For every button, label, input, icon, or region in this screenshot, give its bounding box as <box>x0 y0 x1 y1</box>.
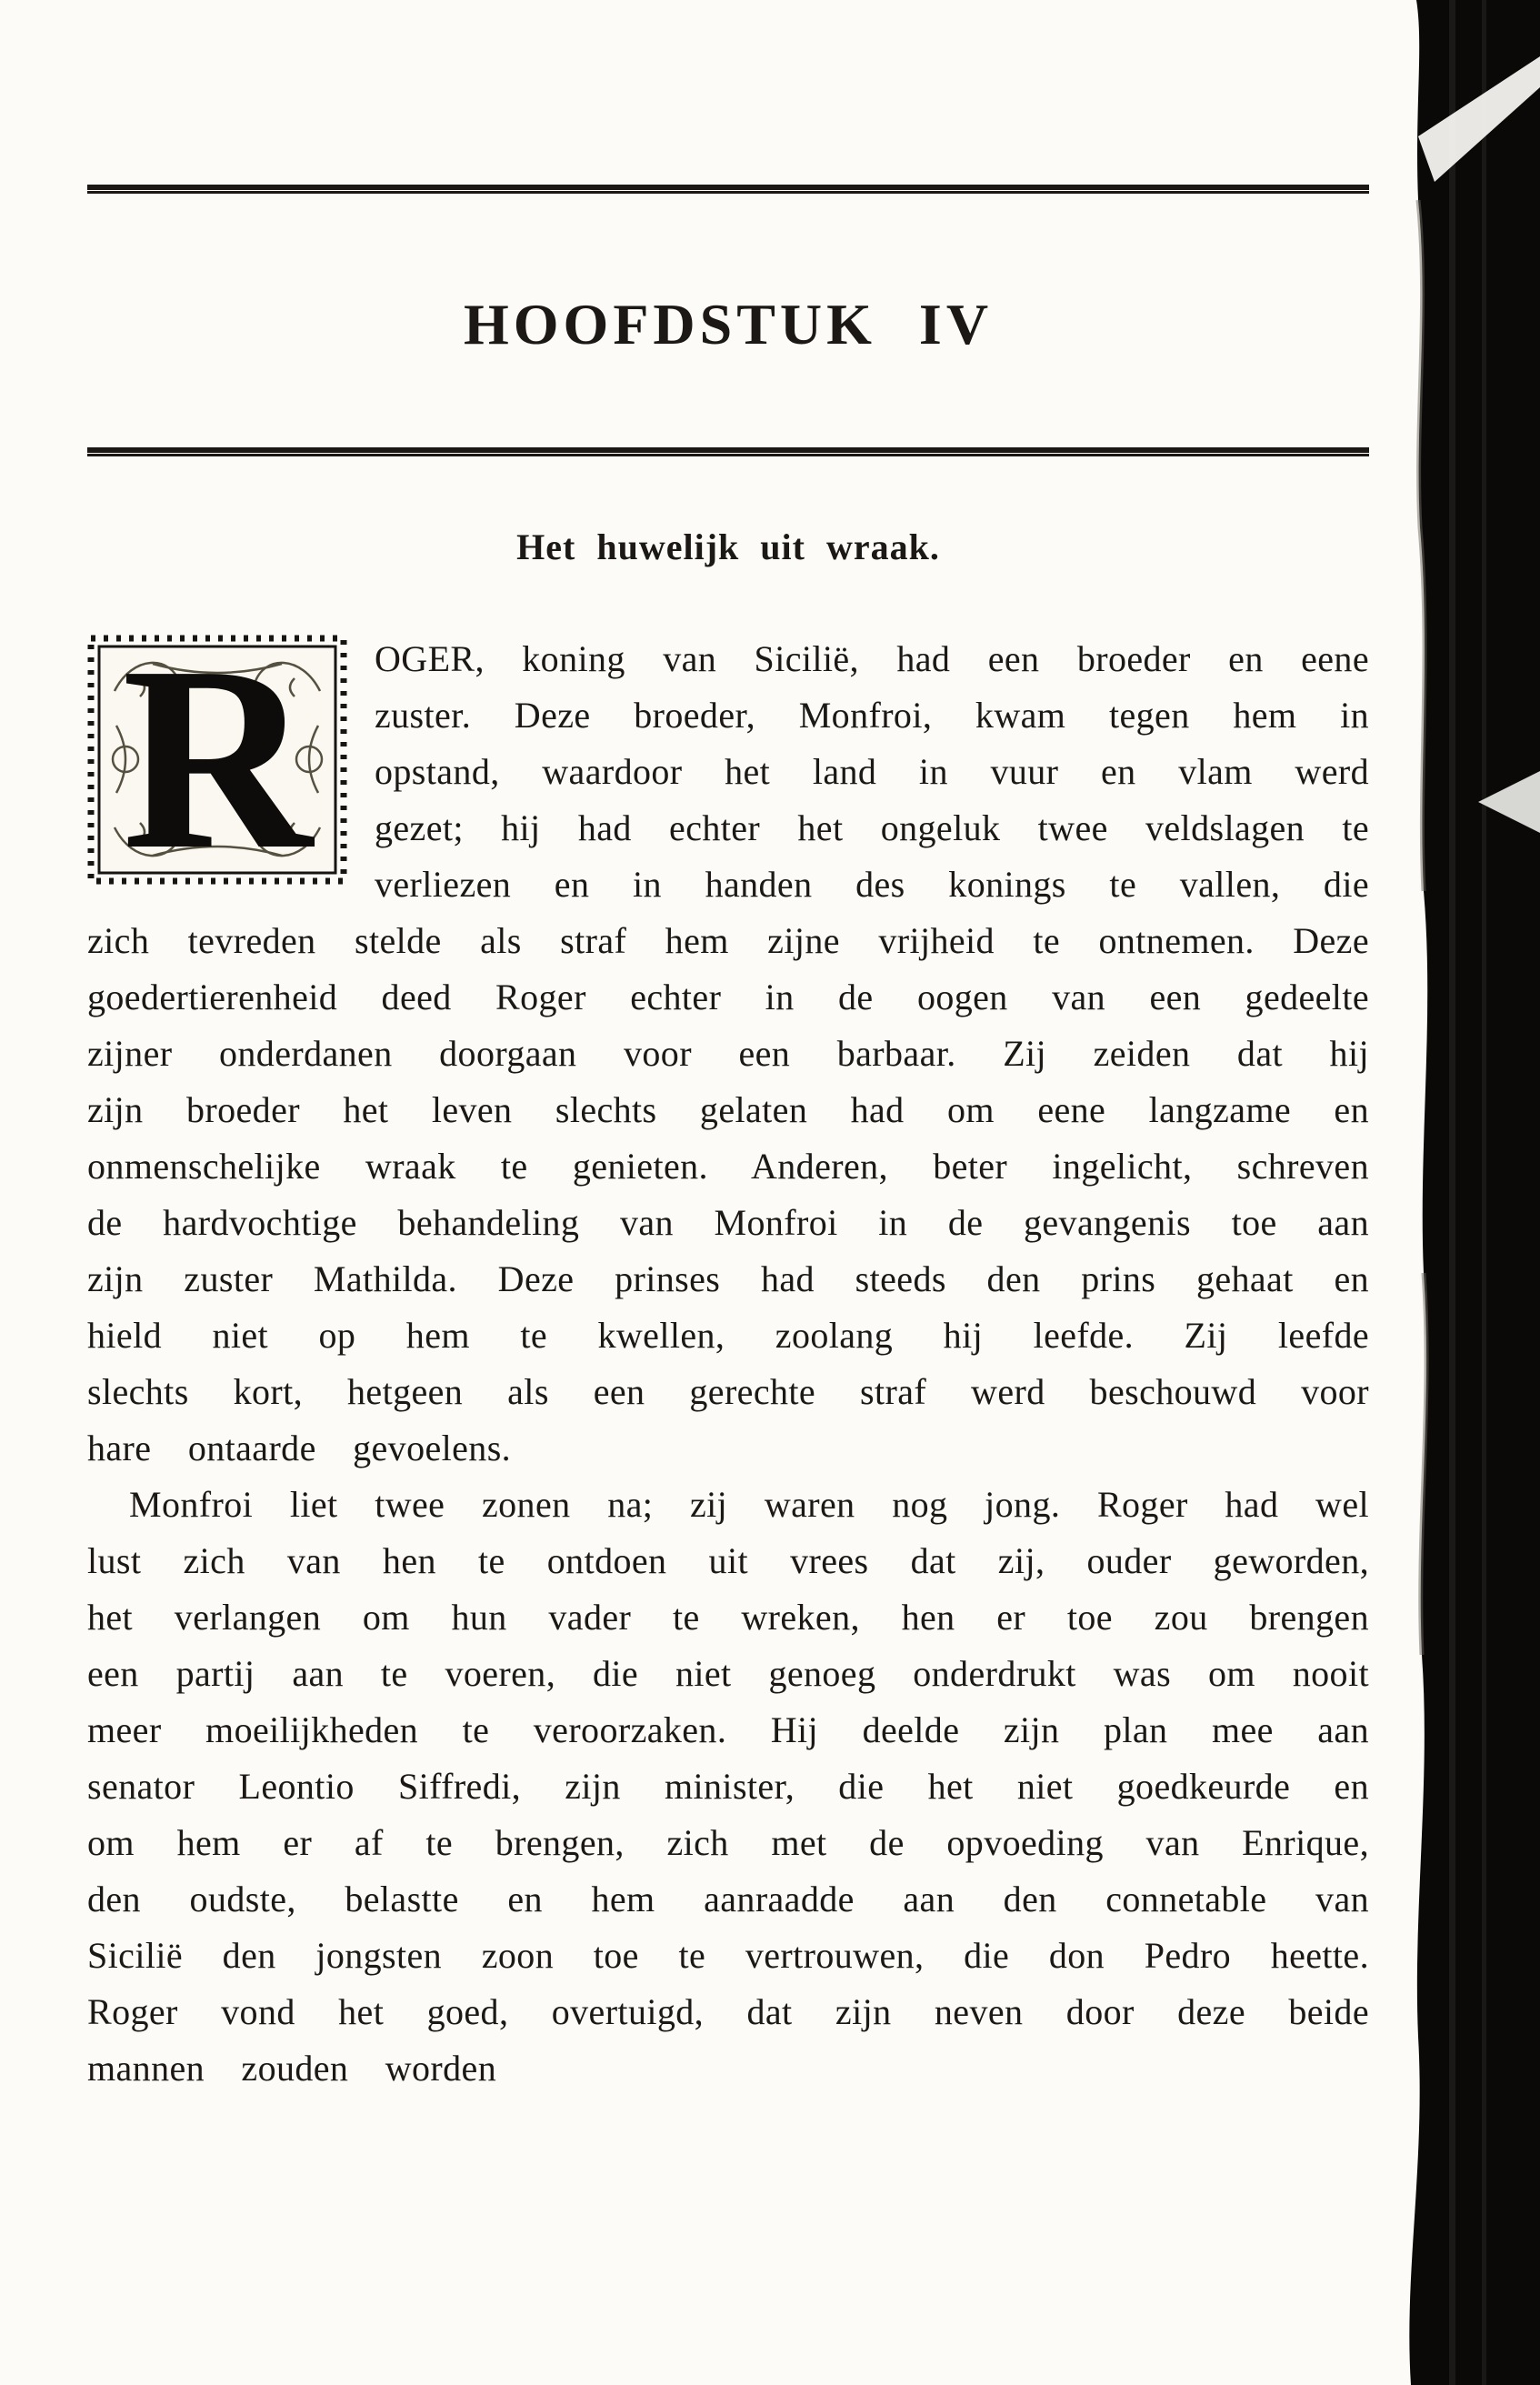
paragraph: Monfroi liet twee zonen na; zij waren nog jong. Roger had wel lust zich van hen te ontdoen uit vrees dat zij, ouder geworden, het verlangen om hun vader te wreken, hen er toe zou brengen een partij aan te voeren, die niet genoeg onderdrukt was om nooit meer moeilijkheden te veroorzaken. Hij deelde zijn plan mee aan senator Leontio Siffredi, zijn minister, die het niet goedkeurde en om hem er af te brengen, zich met de opvoeding van Enrique, den oudste, belastte en hem aanraadde aan den connetable van Sicilië den jongsten zoon toe te vertrouwen, die don Pedro heette. Roger vond het goed, overtuigd, dat zijn neven door deze beide mannen zouden worden <box>87 1484 1369 2089</box>
drop-cap-letter: R <box>122 635 313 885</box>
scan-gutter-shadow <box>1395 0 1540 2385</box>
top-double-rule <box>87 185 1369 194</box>
drop-cap-ornament <box>87 635 347 885</box>
chapter-heading: HOOFDSTUK IV <box>463 292 994 356</box>
paragraph-text: OGER, koning van Sicilië, had een broeder en eene zuster. Deze broeder, Monfroi, kwam tegen hem in opstand, waardoor het land in vuur en vlam werd gezet; hij had echter het ongeluk twee veldslagen te verliezen en in handen des konings te vallen, die zich tevreden stelde als straf hem zijne vrijheid te ontnemen. Deze goedertierenheid deed Roger echter in de oogen van een gedeelte zijner onderdanen doorgaan voor een barbaar. Zij zeiden dat hij zijn broeder het leven slechts gelaten had om eene langzame en onmenschelijke wraak te genieten. Anderen, beter ingelicht, schreven de hardvochtige behandeling van Monfroi in de gevangenis toe aan zijn zuster Mathilda. Deze prinses had steeds den prins gehaat en hield niet op hem te kwellen, zoolang hij leefde. Zij leefde slechts kort, hetgeen als een gerechte straf werd beschouwd voor hare ontaarde gevoelens. <box>87 638 1369 1468</box>
section-heading: Het huwelijk uit wraak. <box>516 526 940 567</box>
text-column <box>87 0 1369 2097</box>
paragraph <box>87 631 1369 1477</box>
mid-double-rule <box>87 447 1369 456</box>
body-text <box>87 631 1369 2097</box>
